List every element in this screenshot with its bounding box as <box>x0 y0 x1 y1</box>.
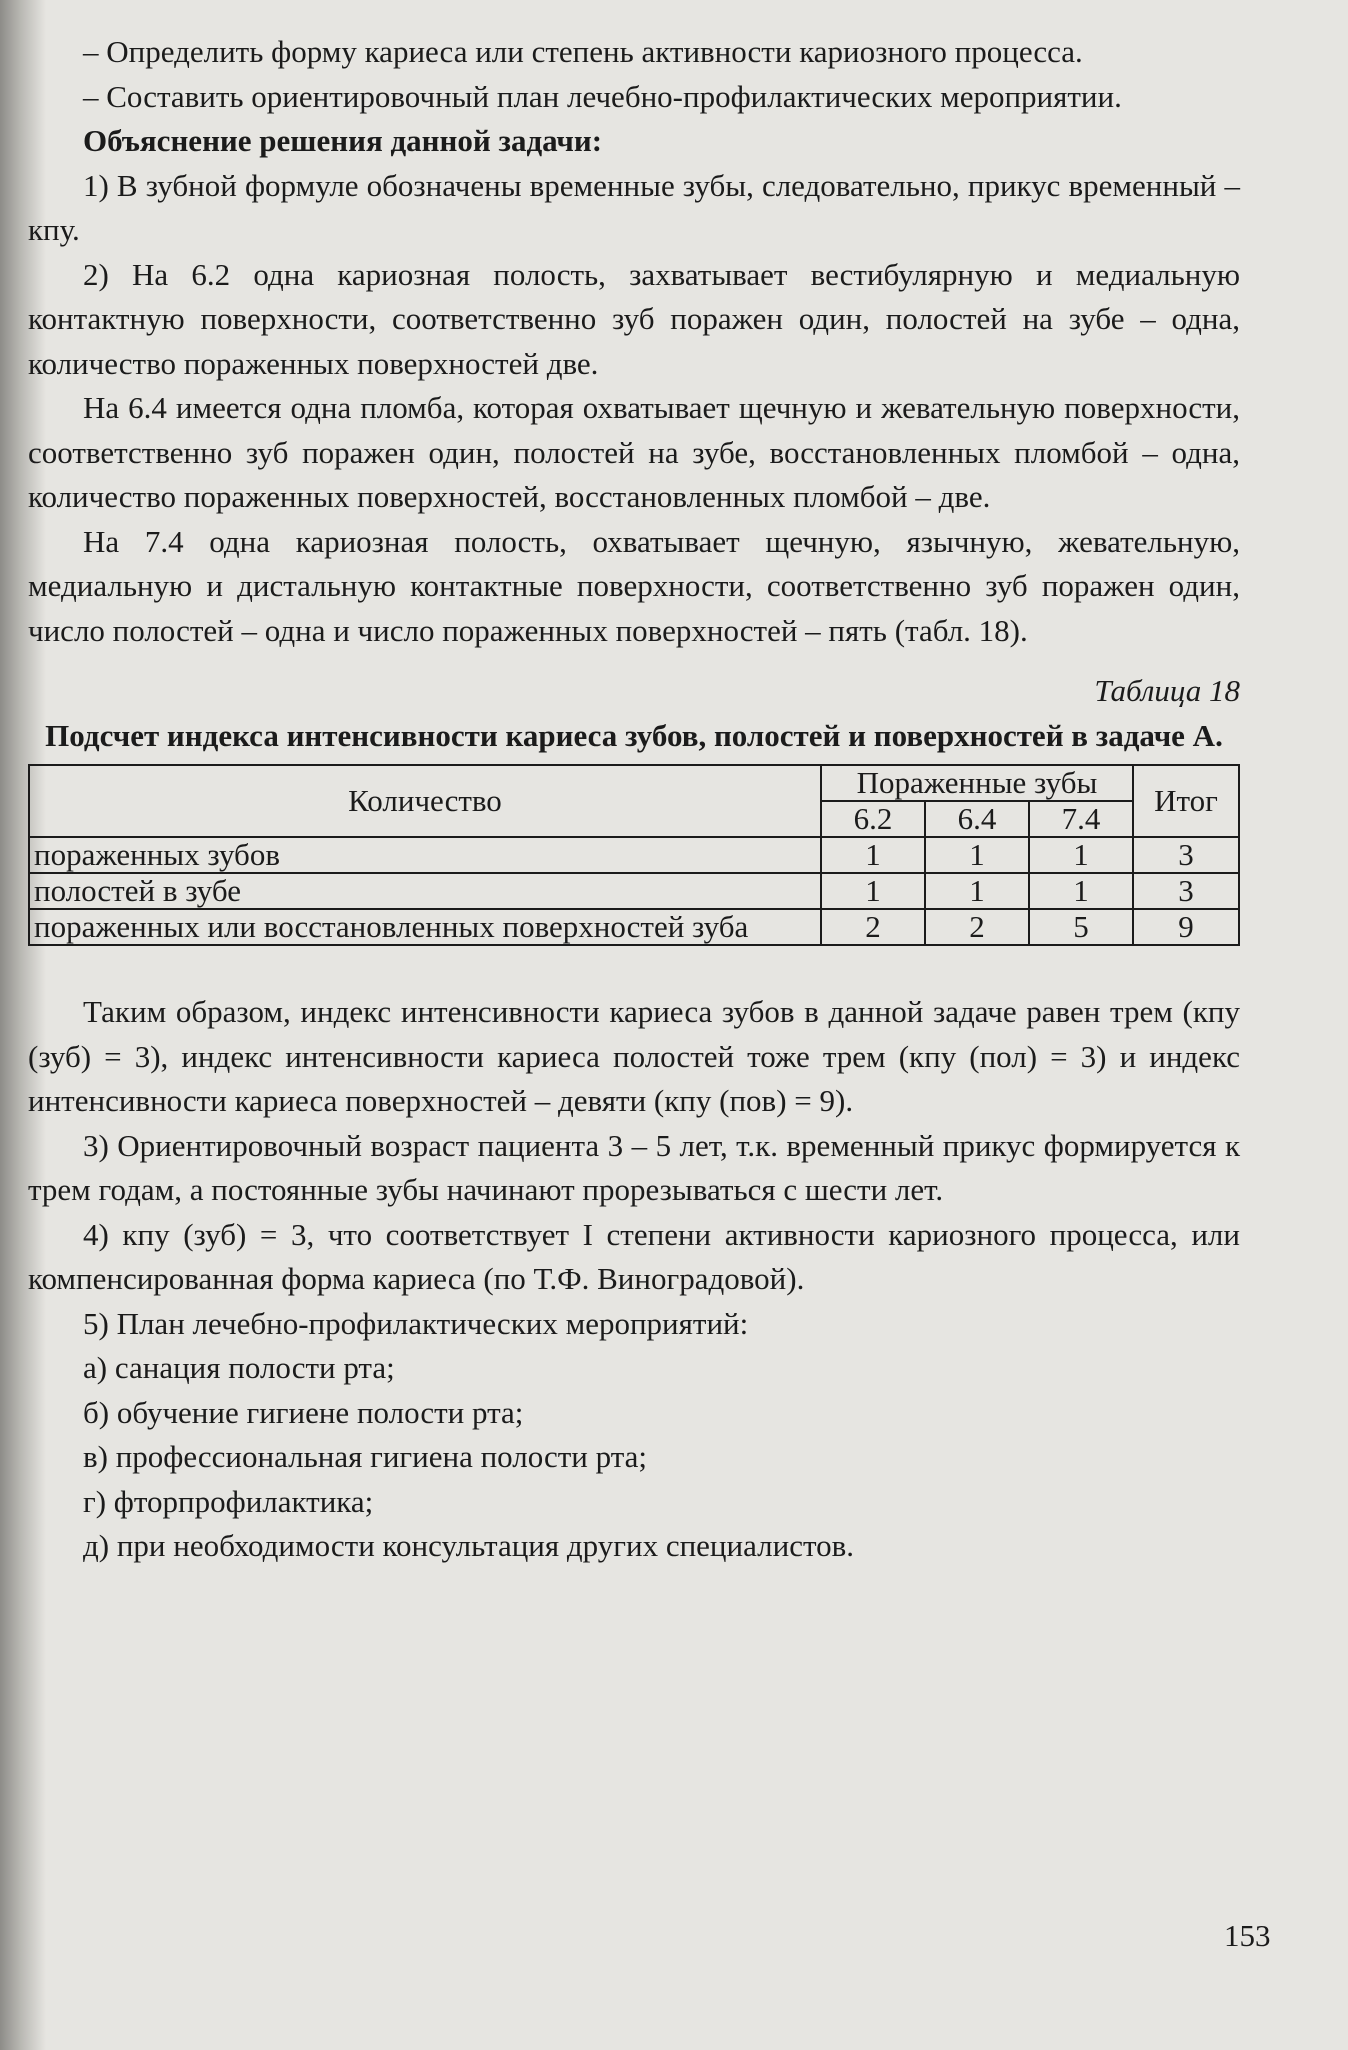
header-total: Итог <box>1133 765 1239 837</box>
page-number: 153 <box>1224 1918 1271 1953</box>
cell-value: 2 <box>925 909 1029 945</box>
table-row <box>29 909 1239 945</box>
table-header-row <box>29 765 1239 801</box>
paragraph-conclusion: Таким образом, индекс интенсивности кариеса зубов в данной задаче равен трем (кпу (зуб) = 3), индекс интенсивности кариеса полостей тоже трем (кпу (пол) = 3) и индекс интенсивности кариеса поверхностей – девяти (кпу (пов) = 9). <box>28 994 1240 1118</box>
table-number: Таблица 18 <box>1094 673 1240 708</box>
cell-value: 5 <box>1029 909 1133 945</box>
header-quantity: Количество <box>29 765 821 837</box>
table-row <box>29 873 1239 909</box>
list-item: д) при необходимости консультация других специалистов. <box>83 1528 854 1563</box>
row-label: пораженных или восстановленных поверхностей зуба <box>29 909 821 945</box>
cell-value: 1 <box>1029 873 1133 909</box>
cell-total: 3 <box>1133 873 1239 909</box>
list-item: г) фторпрофилактика; <box>83 1483 374 1519</box>
header-tooth: 6.2 <box>821 801 925 837</box>
paragraph-age: 3) Ориентировочный возраст пациента 3 – 5 лет, т.к. временный прикус формируется к трем годам, а постоянные зубы начинают прорезываться с шести лет. <box>28 1127 1240 1207</box>
header-affected-teeth: Пораженные зубы <box>821 765 1133 801</box>
row-label: пораженных зубов <box>29 837 821 873</box>
caries-index-table <box>28 764 1240 946</box>
cell-value: 1 <box>925 837 1029 873</box>
page-content <box>28 30 1240 1569</box>
paragraph-tooth-74: На 7.4 одна кариозная полость, охватывает щечную, язычную, жевательную, медиальную и дистальную контактные поверхности, соответственно зуб поражен один, число полостей – одна и число пораженных поверхностей – пять (табл. 18). <box>28 523 1240 648</box>
explanation-heading: Объяснение решения данной задачи: <box>83 123 603 158</box>
cell-value: 1 <box>925 873 1029 909</box>
cell-total: 9 <box>1133 909 1239 945</box>
paragraph-activity: 4) кпу (зуб) = 3, что соответствует I степени активности кариозного процесса, или компенсированная форма кариеса (по Т.Ф. Виноградовой). <box>28 1216 1240 1296</box>
header-tooth: 7.4 <box>1029 801 1133 837</box>
list-item: а) санация полости рта; <box>83 1350 395 1385</box>
table-row <box>29 837 1239 873</box>
table-title: Подсчет индекса интенсивности кариеса зубов, полостей и поверхностей в задаче А. <box>45 717 1223 753</box>
cell-value: 1 <box>1029 837 1133 873</box>
list-item: в) профессиональная гигиена полости рта; <box>83 1439 648 1474</box>
paragraph-tooth-64: На 6.4 имеется одна пломба, которая охватывает щечную и жевательную поверхности, соответственно зуб поражен один, полостей на зубе, восстановленных пломбой – одна, количество пораженных поверхностей, восстановленных пломбой – две. <box>28 390 1240 514</box>
paragraph-task-form: – Определить форму кариеса или степень активности кариозного процесса. <box>83 34 1083 69</box>
cell-value: 2 <box>821 909 925 945</box>
paragraph-bite: 1) В зубной формуле обозначены временные зубы, следовательно, прикус временный – кпу. <box>28 167 1240 247</box>
cell-total: 3 <box>1133 837 1239 873</box>
header-tooth: 6.4 <box>925 801 1029 837</box>
list-item: б) обучение гигиене полости рта; <box>83 1394 524 1430</box>
cell-value: 1 <box>821 873 925 909</box>
cell-value: 1 <box>821 837 925 873</box>
row-label: полостей в зубе <box>29 873 821 909</box>
paragraph-tooth-62: 2) На 6.2 одна кариозная полость, захватывает вестибулярную и медиальную контактную поверхности, соответственно зуб поражен один, полостей на зубе – одна, количество пораженных поверхностей две. <box>28 256 1240 381</box>
paragraph-task-plan: – Составить ориентировочный план лечебно-профилактических мероприятии. <box>83 78 1122 114</box>
paragraph-plan: 5) План лечебно-профилактических мероприятий: <box>83 1305 749 1341</box>
